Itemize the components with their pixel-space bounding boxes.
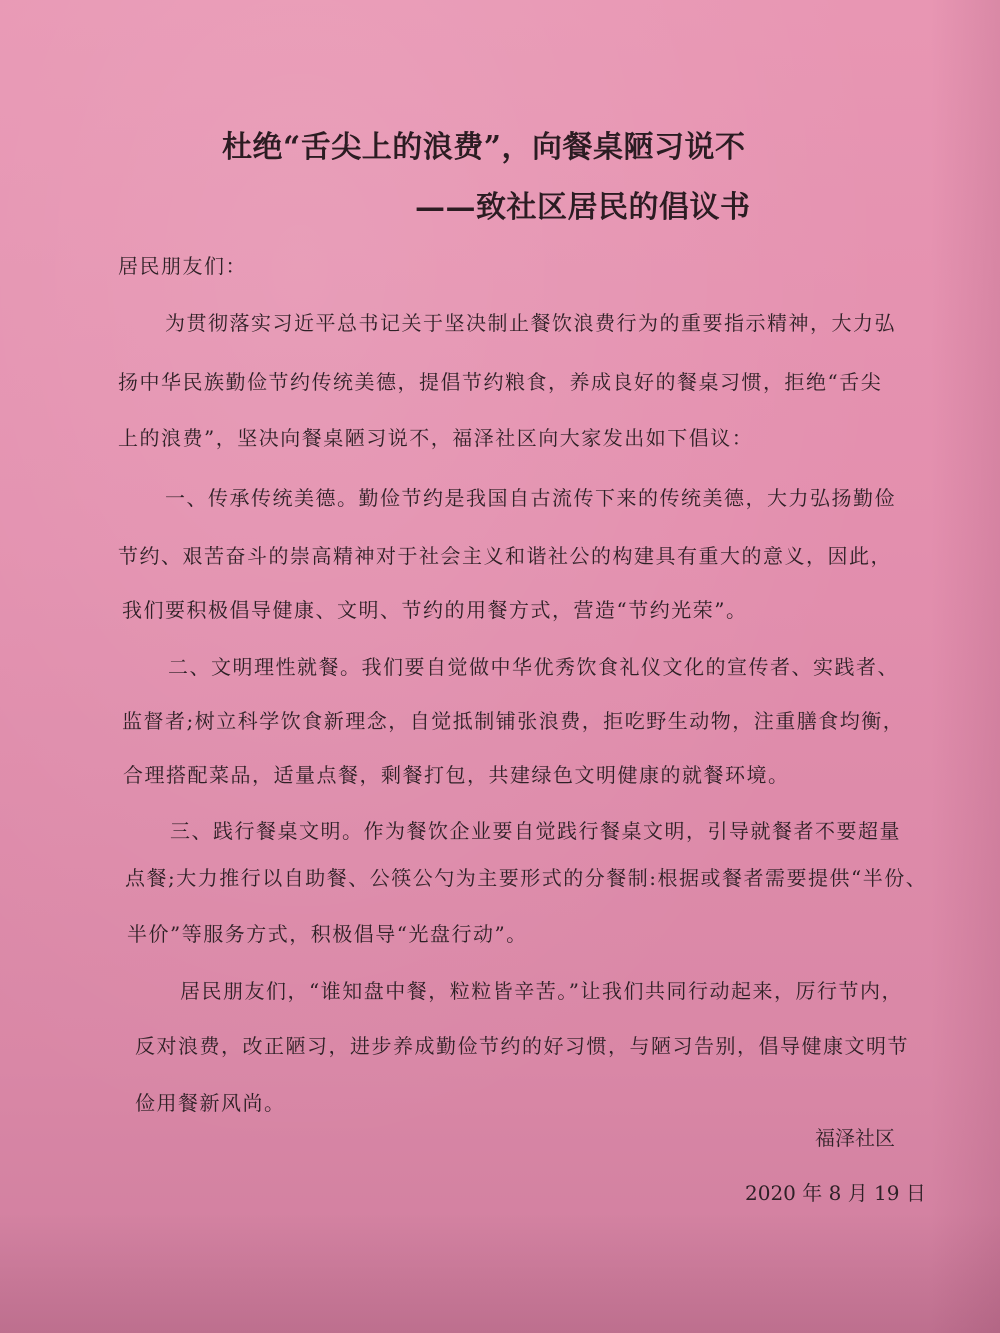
- signature-community: 福泽社区: [815, 1126, 895, 1150]
- paper-shadow-bottom: [0, 1213, 1000, 1333]
- document-title: 杜绝“舌尖上的浪费”，向餐桌陋习说不: [222, 130, 746, 165]
- point2-line-1: 二、文明理性就餐。我们要自觉做中华优秀饮食礼仪文化的宣传者、实践者、: [168, 655, 899, 679]
- point1-line-3: 我们要积极倡导健康、文明、节约的用餐方式，营造“节约光荣”。: [122, 598, 748, 622]
- point3-line-3: 半价”等服务方式，积极倡导“光盘行动”。: [127, 922, 528, 946]
- closing-line-3: 俭用餐新风尚。: [135, 1091, 286, 1115]
- closing-line-1: 居民朋友们，“谁知盘中餐，粒粒皆辛苦。”让我们共同行动起来，厉行节内，: [180, 979, 903, 1003]
- point3-line-2: 点餐;大力推行以自助餐、公筷公勺为主要形式的分餐制:根据或餐者需要提供“半份、: [125, 866, 928, 890]
- document-date: 2020 年 8 月 19 日: [745, 1181, 926, 1205]
- point2-line-2: 监督者;树立科学饮食新理念，自觉抵制铺张浪费，拒吃野生动物，注重膳食均衡，: [122, 709, 905, 733]
- point2-line-3: 合理搭配菜品，适量点餐，剩餐打包，共建绿色文明健康的就餐环境。: [123, 763, 790, 787]
- point3-line-1: 三、践行餐桌文明。作为餐饮企业要自觉践行餐桌文明，引导就餐者不要超量: [170, 819, 901, 843]
- closing-line-2: 反对浪费，改正陋习，进步养成勤俭节约的好习惯，与陋习告别，倡导健康文明节: [135, 1034, 909, 1058]
- point1-line-1: 一、传承传统美德。勤俭节约是我国自古流传下来的传统美德，大力弘扬勤俭: [165, 486, 896, 510]
- salutation: 居民朋友们：: [118, 254, 247, 278]
- intro-line-1: 为贯彻落实习近平总书记关于坚决制止餐饮浪费行为的重要指示精神，大力弘: [165, 311, 896, 335]
- intro-line-3: 上的浪费”，坚决向餐桌陋习说不，福泽社区向大家发出如下倡议：: [118, 426, 754, 450]
- paper-shadow-right: [930, 0, 1000, 1333]
- intro-line-2: 扬中华民族勤俭节约传统美德，提倡节约粮食，养成良好的餐桌习惯，拒绝“舌尖: [118, 370, 883, 394]
- point1-line-2: 节约、艰苦奋斗的崇高精神对于社会主义和谐社公的构建具有重大的意义，因此，: [118, 544, 892, 568]
- document-subtitle: ——致社区居民的倡议书: [415, 190, 751, 225]
